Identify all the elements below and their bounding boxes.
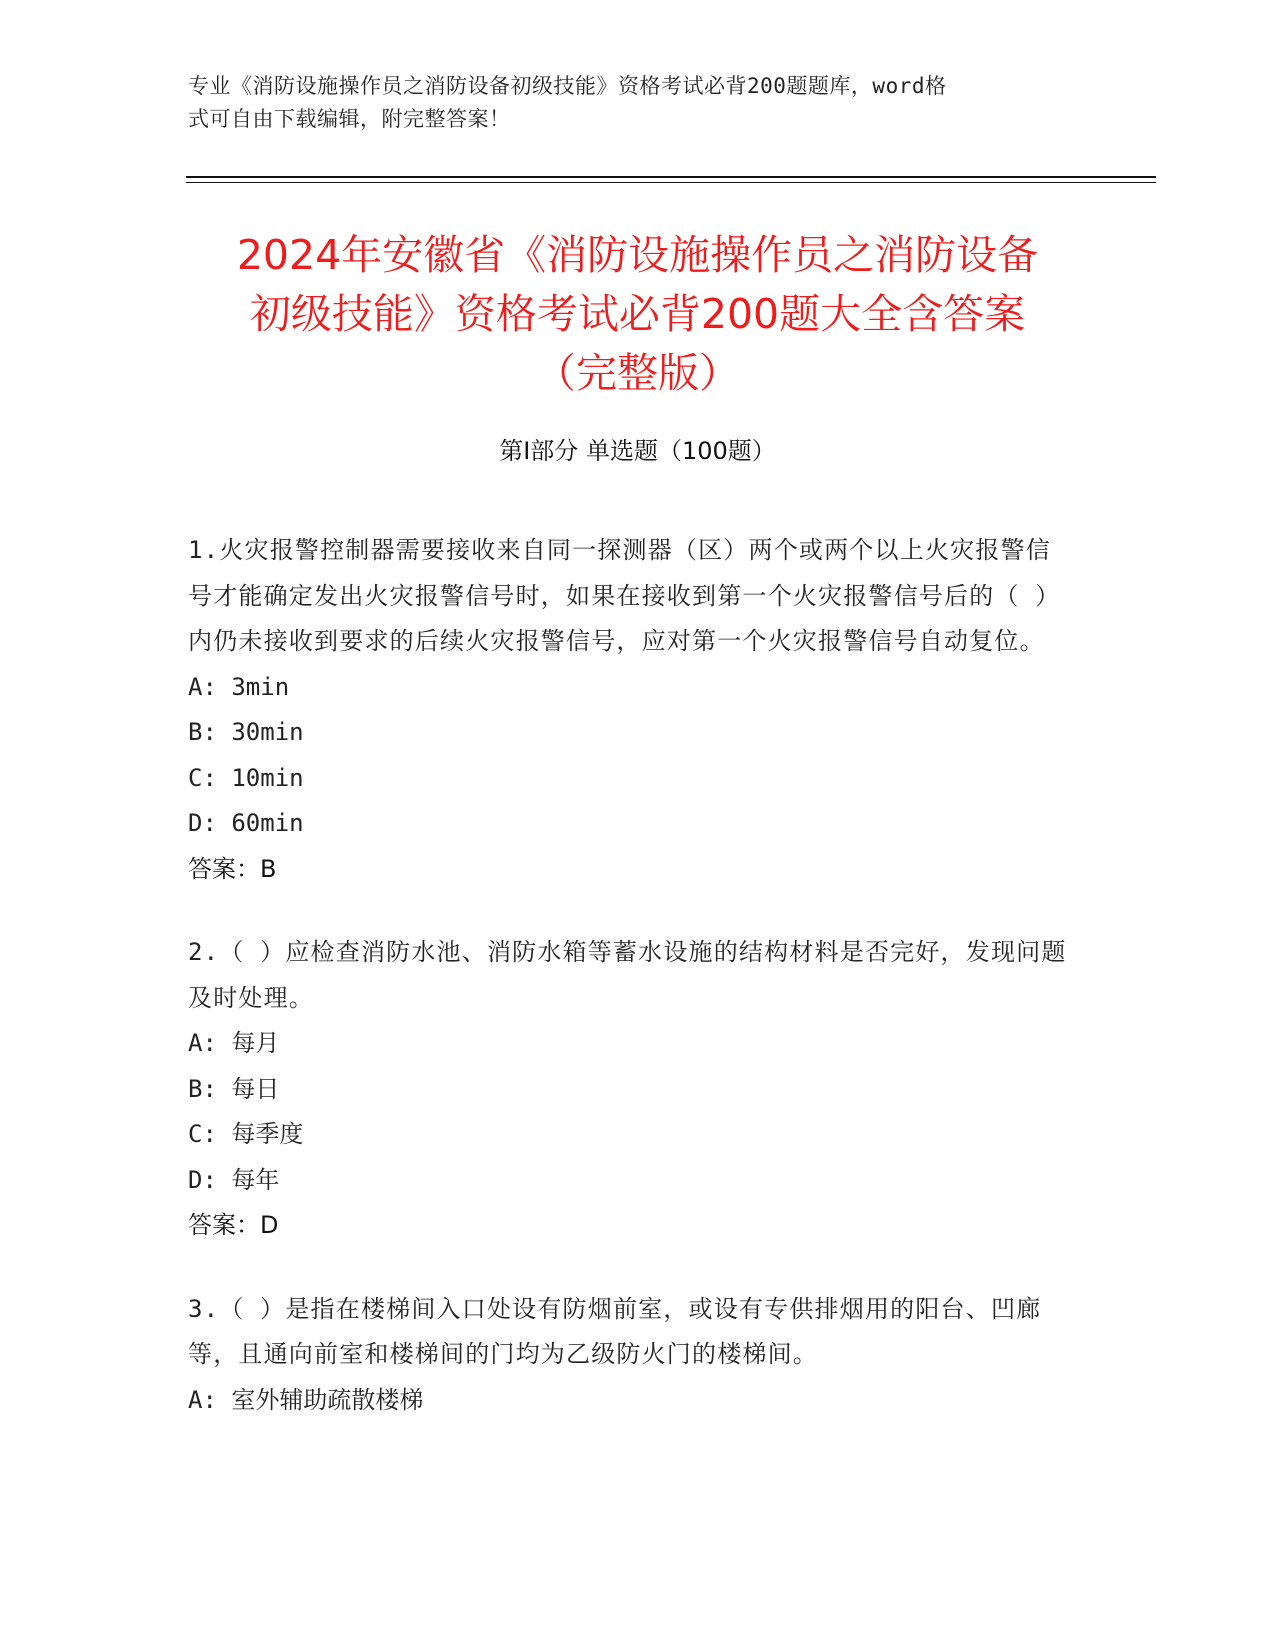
section-heading: 第Ⅰ部分 单选题（100题） — [499, 437, 776, 465]
header-rule-thin — [186, 182, 1156, 183]
title-line-2: 初级技能》资格考试必背200题大全含答案 — [249, 290, 1026, 338]
answer: 答案：D — [188, 1211, 279, 1239]
header-rule-thick — [186, 176, 1156, 178]
title-line-1: 2024年安徽省《消防设施操作员之消防设备 — [236, 231, 1039, 279]
question-stem: 3.（ ）是指在楼梯间入口处设有防烟前室，或设有专供排烟用的阳台、凹廊等，且通向前室和楼梯间的门均为乙级防火门的楼梯间。 — [188, 1294, 1042, 1368]
question-stem: 2.（ ）应检查消防水池、消防水箱等蓄水设施的结构材料是否完好，发现问题及时处理。 — [188, 938, 1067, 1012]
option-b: B: 每日 — [188, 1074, 280, 1103]
option-a: A: 每月 — [188, 1029, 280, 1057]
option-c: C: 10min — [188, 763, 304, 792]
question-2 — [188, 930, 1068, 1249]
header-note-line-2: 式可自由下载编辑，附完整答案！ — [188, 107, 511, 131]
option-d: D: 60min — [188, 809, 304, 837]
question-1 — [188, 528, 1068, 892]
question-3 — [188, 1287, 1068, 1424]
option-d: D: 每年 — [188, 1165, 280, 1194]
question-stem: 1.火灾报警控制器需要接收来自同一探测器（区）两个或两个以上火灾报警信号才能确定发出火灾报警信号时，如果在接收到第一个火灾报警信号后的（ ）内仍未接收到要求的后续火灾报警信号，应对第一个火灾报警信号自动复位。 — [188, 536, 1061, 655]
option-a: A: 3min — [188, 672, 290, 701]
option-b: B: 30min — [188, 718, 304, 746]
title-line-3: （完整版） — [535, 349, 740, 397]
question-list — [188, 528, 1068, 1461]
header-note-line-1: 专业《消防设施操作员之消防设备初级技能》资格考试必背200题题库，word格 — [188, 74, 947, 98]
option-c: C: 每季度 — [188, 1120, 304, 1148]
header-note — [188, 70, 1068, 136]
document-title — [150, 226, 1125, 403]
answer: 答案：B — [188, 854, 277, 883]
option-a: A: 室外辅助疏散楼梯 — [188, 1385, 424, 1414]
